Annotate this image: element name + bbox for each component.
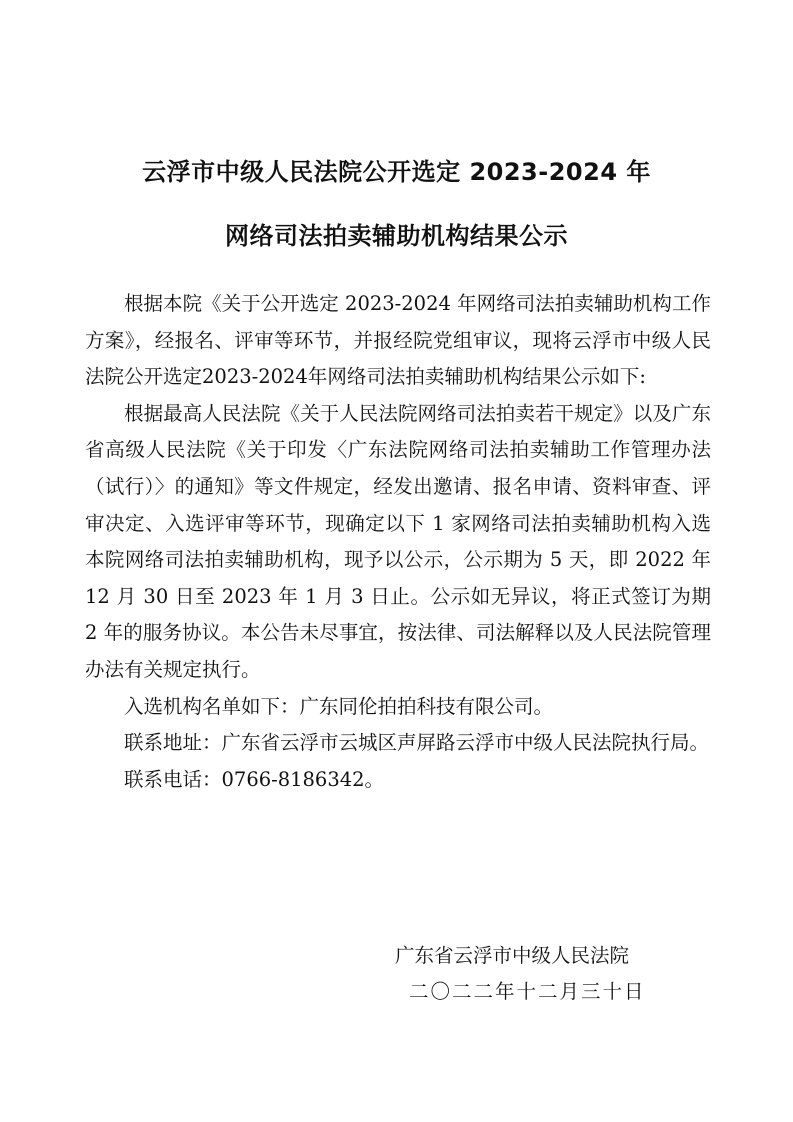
paragraph-regulations: 根据最高人民法院《关于人民法院网络司法拍卖若干规定》以及广东省高级人民法院《关于印发〈广东法院网络司法拍卖辅助工作管理办法（试行）〉的通知》等文件规定，经发出邀请、报名申请、资料审查、评审决定、入选评审等环节，现确定以下 1 家网络司法拍卖辅助机构入选本院网络司法拍卖辅助机构，现予以公示，公示期为 5 天，即 2022 年 12 月 30 日至 2023 年 1 月 3 日止。公示如无异议，将正式签订为期 2 年的服务协议。本公告未尽事宜，按法律、司法解释以及人民法院管理办法有关规定执行。	[85, 401, 711, 681]
signature-organization: 广东省云浮市中级人民法院	[395, 944, 630, 967]
document-title-line-1: 云浮市中级人民法院公开选定 2023-2024 年	[142, 158, 651, 186]
paragraph-selected-agency: 入选机构名单如下：广东同伦拍拍科技有限公司。	[124, 694, 554, 718]
paragraph-contact-address: 联系地址：广东省云浮市云城区声屏路云浮市中级人民法院执行局。	[124, 731, 710, 755]
paragraph-basis: 根据本院《关于公开选定 2023-2024 年网络司法拍卖辅助机构工作方案》，经报名、评审等环节，并报经院党组审议，现将云浮市中级人民法院公开选定2023-2024年网络司法拍卖辅助机构结果公示如下:	[85, 292, 711, 389]
document-body	[85, 286, 711, 798]
signature-date: 二〇二二年十二月三十日	[409, 980, 646, 1003]
document-title-line-2: 网络司法拍卖辅助机构结果公示	[225, 222, 568, 250]
paragraph-contact-phone: 联系电话：0766-8186342。	[124, 767, 385, 791]
